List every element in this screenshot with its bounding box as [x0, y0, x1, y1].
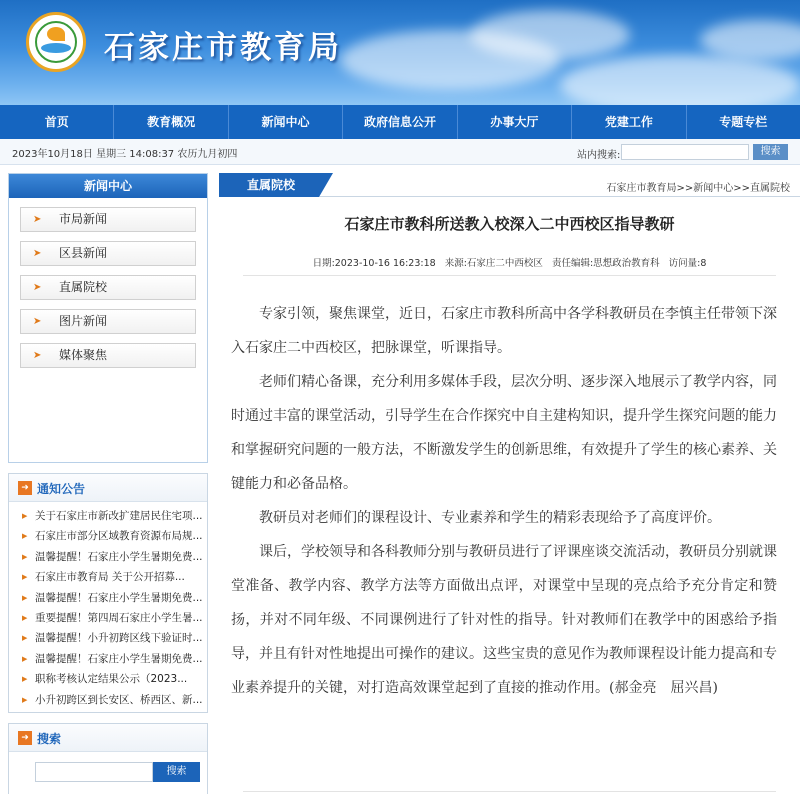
article-paragraph: 专家引领，聚焦课堂，近日，石家庄市教科所高中各学科教研员在李慎主任带领下深入石家庄二中西校区，把脉课堂，听课指导。: [231, 306, 777, 356]
notice-item[interactable]: [9, 547, 207, 567]
menu-item-city-news[interactable]: [20, 207, 196, 232]
article-views: 访问量:8: [668, 258, 707, 269]
nav-home[interactable]: 首页: [0, 105, 114, 139]
arrow-right-icon: ➜: [18, 731, 32, 745]
notice-link[interactable]: 职称考核认定结果公示（2023...: [35, 673, 188, 686]
nav-service-hall[interactable]: 办事大厅: [458, 105, 572, 139]
news-center-title: 新闻中心: [9, 174, 207, 198]
notice-link[interactable]: 石家庄市教育局 关于公开招募...: [35, 571, 185, 584]
search-input[interactable]: [35, 762, 153, 782]
menu-item-media-focus[interactable]: [20, 343, 196, 368]
notice-link[interactable]: 重要提醒！第四周石家庄小学生暑...: [35, 611, 203, 624]
article-editor: 责任编辑:思想政治教育科: [551, 258, 660, 269]
news-center-menu: [8, 173, 208, 463]
notice-item[interactable]: [9, 506, 207, 526]
arrow-icon: ➤: [33, 350, 42, 361]
site-logo[interactable]: [26, 12, 86, 72]
info-bar: [0, 139, 800, 165]
notice-item[interactable]: [9, 649, 207, 669]
arrow-icon: ➤: [33, 248, 42, 259]
bullet-icon: ▶: [22, 532, 28, 541]
search-box: [8, 723, 208, 794]
bullet-icon: ▶: [22, 573, 28, 582]
notice-link[interactable]: 石家庄市部分区域教育资源布局规...: [35, 530, 203, 543]
menu-label: 媒体聚焦: [59, 348, 108, 362]
site-search-label: 站内搜索:: [577, 150, 621, 161]
notice-item[interactable]: [9, 588, 207, 608]
nav-gov-info[interactable]: 政府信息公开: [343, 105, 457, 139]
notice-item[interactable]: [9, 526, 207, 546]
divider: [243, 275, 776, 276]
article-panel-header: [219, 173, 800, 197]
left-sidebar: [8, 173, 208, 794]
menu-item-affiliated-schools[interactable]: [20, 275, 196, 300]
notice-item[interactable]: [9, 628, 207, 648]
site-search-button[interactable]: 搜索: [753, 144, 788, 160]
search-box-header: [9, 724, 207, 752]
bullet-icon: ▶: [22, 613, 28, 622]
notice-link[interactable]: 温馨提醒！石家庄小学生暑期免费...: [35, 591, 203, 604]
arrow-icon: ➤: [33, 214, 42, 225]
notice-link[interactable]: 温馨提醒！小升初跨区线下验证时...: [35, 632, 203, 645]
notice-box: [8, 473, 208, 713]
notice-link[interactable]: 温馨提醒！石家庄小学生暑期免费...: [35, 652, 203, 665]
divider: [243, 791, 776, 792]
notice-box-title: 通知公告: [37, 482, 86, 496]
nav-special-topics[interactable]: 专题专栏: [719, 115, 768, 129]
notice-item[interactable]: [9, 567, 207, 587]
current-datetime: 2023年10月18日 星期三 14:08:37 农历九月初四: [12, 149, 238, 160]
site-title: 石家庄市教育局: [104, 30, 342, 66]
nav-party-work[interactable]: 党建工作: [572, 105, 686, 139]
article-paragraph: 教研员对老师们的课程设计、专业素养和学生的精彩表现给予了高度评价。: [259, 510, 721, 526]
menu-label: 区县新闻: [59, 246, 108, 260]
article-paragraph: 老师们精心备课，充分利用多媒体手段，层次分明、逐步深入地展示了教学内容，同时通过丰富的课堂活动，引导学生在合作探究中自主建构知识，提升学生探究问题的能力和掌握研究问题的一般方法，不断激发学生的创新思维，有效提升了学生的核心素养、关键能力和必备品格。: [231, 374, 777, 492]
notice-list: [9, 502, 207, 712]
menu-item-district-news[interactable]: [20, 241, 196, 266]
bullet-icon: ▶: [22, 675, 28, 684]
menu-label: 市局新闻: [59, 212, 108, 226]
notice-link[interactable]: 小升初跨区到长安区、桥西区、新...: [35, 693, 203, 706]
menu-label: 图片新闻: [59, 314, 108, 328]
main-nav: [0, 105, 800, 139]
notice-item[interactable]: [9, 690, 207, 710]
search-box-title: 搜索: [37, 732, 62, 746]
notice-link[interactable]: 温馨提醒！石家庄小学生暑期免费...: [35, 550, 203, 563]
header-banner: [0, 0, 800, 105]
arrow-icon: ➤: [33, 282, 42, 293]
site-search-input[interactable]: [621, 144, 749, 160]
nav-news-center[interactable]: 新闻中心: [229, 105, 343, 139]
bullet-icon: ▶: [22, 695, 28, 704]
section-tab[interactable]: 直属院校: [219, 173, 319, 197]
notice-item[interactable]: [9, 669, 207, 689]
search-button[interactable]: 搜索: [153, 762, 200, 782]
arrow-icon: ➤: [33, 316, 42, 327]
article-meta: [219, 255, 800, 269]
arrow-right-icon: ➜: [18, 481, 32, 495]
article-date: 日期:2023-10-16 16:23:18: [312, 258, 436, 269]
breadcrumb[interactable]: 石家庄市教育局>>新闻中心>>直属院校: [606, 183, 790, 194]
article-paragraph: 课后，学校领导和各科教师分别与教研员进行了评课座谈交流活动，教研员分别就课堂准备、教学内容、教学方法等方面做出点评，对课堂中呈现的亮点给予充分肯定和赞扬，并对不同年级、不同课例进行了针对性的指导。针对教师们在教学中的困惑给予指导，并且有针对性地提出可操作的建议。这些宝贵的意见作为教师课程设计能力提高和专业素养提升的关键，对打造高效课堂起到了直接的推动作用。(郝金亮 屈兴昌): [231, 544, 777, 696]
bullet-icon: ▶: [22, 552, 28, 561]
bullet-icon: ▶: [22, 593, 28, 602]
menu-label: 直属院校: [59, 280, 108, 294]
article-source: 来源:石家庄二中西校区: [444, 258, 543, 269]
bullet-icon: ▶: [22, 654, 28, 663]
menu-item-photo-news[interactable]: [20, 309, 196, 334]
article-panel: [219, 173, 800, 794]
article-title: 石家庄市教科所送教入校深入二中西校区指导教研: [344, 215, 675, 233]
notice-box-header: [9, 474, 207, 502]
notice-item[interactable]: [9, 608, 207, 628]
nav-overview[interactable]: 教育概况: [114, 105, 228, 139]
bullet-icon: ▶: [22, 634, 28, 643]
notice-link[interactable]: 关于石家庄市新改扩建居民住宅项...: [35, 510, 203, 522]
bullet-icon: ▶: [22, 512, 28, 520]
article-body: [231, 297, 777, 705]
